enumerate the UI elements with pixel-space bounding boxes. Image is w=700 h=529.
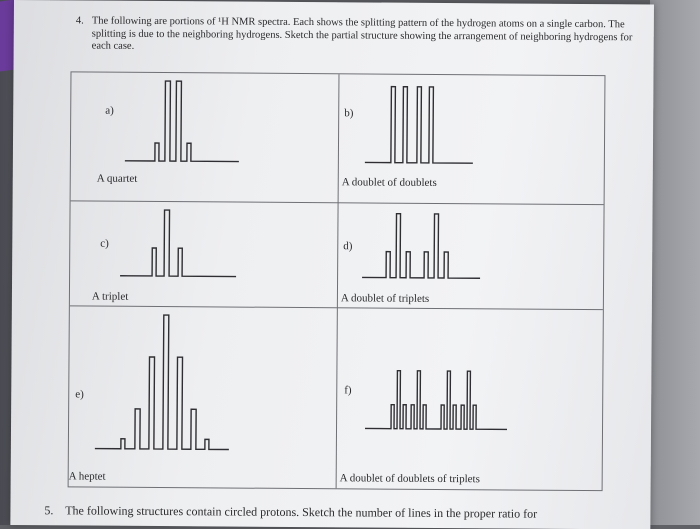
question-5-text: The following structures contain circled protons. Sketch the number of lines in the proper ratio for xyxy=(65,503,538,521)
panel-c-triplet-spectrum xyxy=(116,202,247,283)
panel-a-quartet-spectrum xyxy=(121,73,252,169)
question-4 xyxy=(76,15,636,56)
panel-d xyxy=(338,203,606,309)
panel-a-letter: a) xyxy=(105,104,114,117)
panel-e-heptet-spectrum xyxy=(89,307,270,458)
panel-f-doublet-of-doublets-of-triplets-spectrum xyxy=(357,308,548,439)
panel-c-letter: c) xyxy=(100,237,109,250)
question-4-number: 4. xyxy=(75,15,84,27)
panel-c xyxy=(70,201,338,307)
desk-background-right xyxy=(650,0,700,525)
panel-b-caption: A doublet of doublets xyxy=(341,176,437,189)
panel-a xyxy=(71,72,339,202)
panel-b-letter: b) xyxy=(344,107,354,120)
panel-f xyxy=(337,308,605,491)
panel-d-doublet-of-triplets-spectrum xyxy=(358,203,499,284)
panel-f-caption: A doublet of doublets of triplets xyxy=(339,472,480,486)
panel-e xyxy=(69,306,337,489)
panel-d-caption: A doublet of triplets xyxy=(340,292,430,305)
question-4-text: The following are portions of ¹H NMR spectra. Each shows the splitting pattern of the hydrogen atoms on a single carbon. The splitting is due to the neighboring hydrogens. Sketch the partial structure showing the arrangement of neighboring hydrogens for each case. xyxy=(91,15,633,52)
panel-c-caption: A triplet xyxy=(91,290,129,303)
panel-e-letter: e) xyxy=(75,388,84,401)
question-5-number: 5. xyxy=(44,503,54,518)
panel-b-doublet-of-doublets-spectrum xyxy=(361,74,492,170)
question-5 xyxy=(44,503,537,521)
panel-a-caption: A quartet xyxy=(96,172,138,185)
worksheet-page xyxy=(10,0,654,529)
spectra-grid xyxy=(68,71,606,491)
panel-b xyxy=(339,74,607,204)
panel-f-letter: f) xyxy=(344,384,352,397)
panel-d-letter: d) xyxy=(343,240,353,253)
panel-e-caption: A heptet xyxy=(68,470,106,483)
